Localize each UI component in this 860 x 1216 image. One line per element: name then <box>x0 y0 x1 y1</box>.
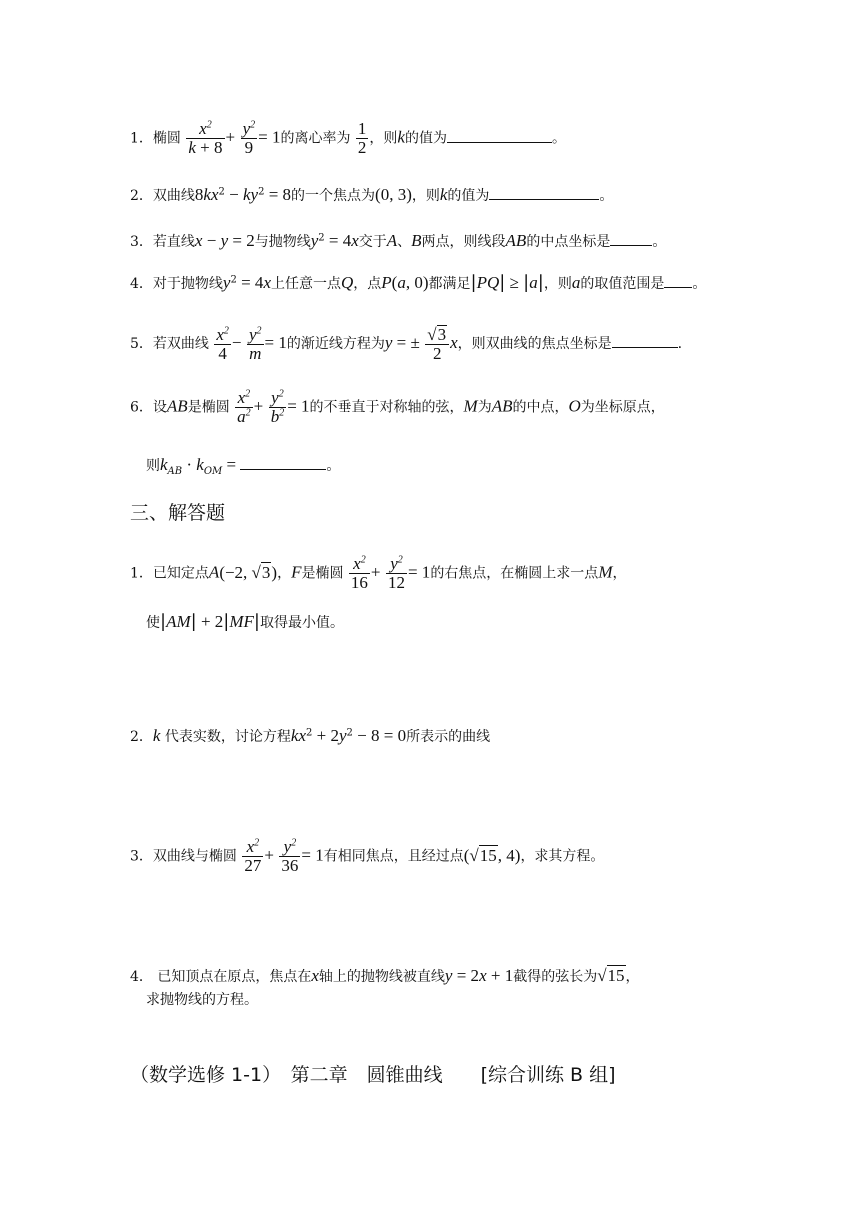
answer-blank[interactable] <box>240 455 326 470</box>
fraction: $\frac{x^2}{16}$ <box>350 554 368 592</box>
fill-question-1: 1．椭圆 $\frac{x^2}{k + 8}$ + $\frac{y^2}{9}$ = 1的离心率为 $\frac{1}{2}$ ，则k的值为 。 <box>130 119 566 157</box>
chapter-heading: （数学选修 1-1） 第二章 圆锥曲线 [综合训练 B 组] <box>130 1064 616 1086</box>
section-title: 三、解答题 <box>130 502 226 524</box>
fraction: $\frac{y^2}{12}$ <box>387 554 405 592</box>
solve-question-4: 4． 已知顶点在原点，焦点在x轴上的抛物线被直线y = 2x + 1截得的弦长为√15， <box>130 966 640 985</box>
fraction: $\frac{y^2}{b^2}$ <box>270 388 285 426</box>
fill-question-5: 5．若双曲线 $\frac{x^2}{4}$ − $\frac{y^2}{m}$ = 1的渐近线方程为y = ± $\frac{√3}{2}$ x，则双曲线的焦点坐标是 . <box>130 324 683 363</box>
answer-blank[interactable] <box>447 128 552 143</box>
fill-question-6-cont: 则$k_{AB} \cdot k_{OM}$ = 。 <box>146 455 341 477</box>
fraction: $\frac{x^2}{k + 8}$ <box>188 119 223 157</box>
solve-question-1-cont: 使|AM| + 2|MF|取得最小值。 <box>146 611 344 632</box>
fraction: $\frac{y^2}{36}$ <box>281 837 299 875</box>
solve-question-1: 1．已知定点A(−2, √3)，F是椭圆 $\frac{x^2}{16}$ + $\frac{y^2}{12}$ = 1的右焦点，在椭圆上求一点M， <box>130 554 627 592</box>
fraction: $\frac{x^2}{27}$ <box>244 837 262 875</box>
solve-question-4-cont: 求抛物线的方程。 <box>146 992 258 1008</box>
answer-blank[interactable] <box>489 185 599 200</box>
answer-blank[interactable] <box>610 231 652 246</box>
fill-question-6: 6．设AB是椭圆 $\frac{x^2}{a^2}$ + $\frac{y^2}{b^2}$ = 1的不垂直于对称轴的弦，M为AB的中点，O为坐标原点， <box>130 388 665 426</box>
fraction: $\frac{1}{2}$ <box>357 119 367 157</box>
fraction: $\frac{y^2}{9}$ <box>242 119 256 157</box>
fill-question-2: 2．双曲线$8kx^2 - ky^2 = 8$的一个焦点为(0, 3)，则k的值为 。 <box>130 185 614 204</box>
fraction: $\frac{x^2}{a^2}$ <box>237 388 251 426</box>
fraction: $\frac{√3}{2}$ <box>425 325 449 363</box>
fill-question-4: 4．对于抛物线$y^2 = 4x$上任意一点Q，点P(a, 0)都满足|PQ| ≥ |a|，则a的取值范围是 。 <box>130 272 707 293</box>
solve-question-3: 3．双曲线与椭圆 $\frac{x^2}{27}$ + $\frac{y^2}{36}$ = 1有相同焦点，且经过点(√15, 4)，求其方程。 <box>130 837 605 875</box>
solve-question-2: 2．k 代表实数，讨论方程$kx^2 + 2y^2 - 8 = 0$所表示的曲线 <box>130 726 491 745</box>
answer-blank[interactable] <box>664 273 692 288</box>
fill-question-3: 3．若直线x − y = 2与抛物线$y^2 = 4x$交于A、B两点，则线段AB的中点坐标是 。 <box>130 231 667 250</box>
fraction: $\frac{y^2}{m}$ <box>248 324 262 363</box>
answer-blank[interactable] <box>612 333 678 348</box>
fraction: $\frac{x^2}{4}$ <box>216 324 229 363</box>
